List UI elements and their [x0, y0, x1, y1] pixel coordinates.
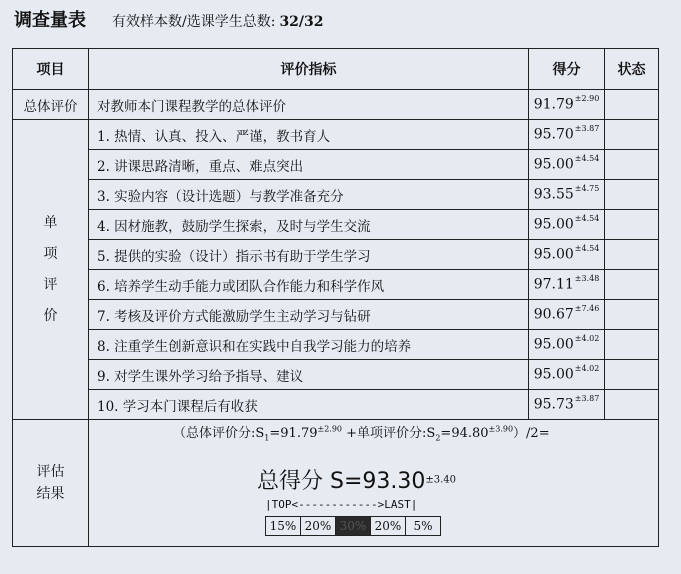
- item-indicator: 10. 学习本门课程后有收获: [89, 390, 529, 420]
- overall-indicator: 对教师本门课程教学的总体评价: [89, 90, 529, 120]
- item-indicator: 5. 提供的实验（设计）指示书有助于学生学习: [89, 240, 529, 270]
- score-value: 95.70: [533, 126, 574, 143]
- header-row: [13, 49, 659, 90]
- sample-info: [112, 11, 324, 31]
- table-row: [13, 270, 659, 300]
- score-sd: ±4.02: [574, 334, 600, 344]
- score-sd: ±4.54: [574, 244, 600, 254]
- evaluation-label: [13, 420, 89, 547]
- category-char: 评: [43, 276, 58, 293]
- percentile-box: 15%: [269, 519, 297, 533]
- score-value: 97.11: [533, 276, 574, 293]
- score-sd: ±2.90: [574, 94, 600, 104]
- formula-suffix: ）/2=: [513, 426, 550, 441]
- percentile-box: 20%: [370, 517, 405, 535]
- total-score-value: 总得分 S=93.30: [257, 469, 426, 494]
- score-sd: ±3.87: [574, 394, 600, 404]
- item-indicator: 4. 因材施教，鼓励学生探索，及时与学生交流: [89, 210, 529, 240]
- score-value: 93.55: [533, 186, 574, 203]
- item-status: [605, 330, 659, 360]
- item-status: [605, 300, 659, 330]
- item-score: [529, 300, 605, 330]
- percentile-box: 5%: [405, 517, 440, 535]
- formula-middle: +单项评价分:S: [342, 426, 436, 441]
- score-sd: ±4.75: [574, 184, 600, 194]
- table-row: [13, 390, 659, 420]
- item-score: [529, 360, 605, 390]
- item-score: [529, 180, 605, 210]
- item-status: [605, 150, 659, 180]
- score-value: 95.00: [533, 336, 574, 353]
- evaluation-label-line: 结果: [36, 486, 65, 502]
- sample-value: 32/32: [279, 14, 324, 30]
- col-header-score: 得分: [529, 49, 605, 90]
- overall-status: [605, 90, 659, 120]
- score-sd: ±4.02: [574, 364, 600, 374]
- item-indicator: 2. 讲课思路清晰，重点、难点突出: [89, 150, 529, 180]
- score-value: 95.00: [533, 246, 574, 263]
- item-score: [529, 120, 605, 150]
- formula-s1-sub: 1: [264, 433, 270, 443]
- overall-category: 总体评价: [13, 90, 89, 120]
- formula-s1-sd: ±2.90: [317, 424, 343, 434]
- formula-s2-value: =94.80: [440, 426, 489, 441]
- table-row: [13, 240, 659, 270]
- item-status: [605, 360, 659, 390]
- formula-prefix: （总体评价分:S: [173, 426, 265, 441]
- table-row: [13, 330, 659, 360]
- table-row: [13, 300, 659, 330]
- sample-label: 有效样本数/选课学生总数:: [112, 14, 276, 30]
- item-indicator: 8. 注重学生创新意识和在实践中自我学习能力的培养: [89, 330, 529, 360]
- item-status: [605, 180, 659, 210]
- item-status: [605, 390, 659, 420]
- item-status: [605, 120, 659, 150]
- table-row: [13, 180, 659, 210]
- score-value: 95.73: [533, 396, 574, 413]
- percentile-box-active: 30%: [335, 517, 370, 535]
- evaluation-label-line: 评估: [36, 464, 65, 480]
- overall-row: [13, 90, 659, 120]
- item-score: [529, 150, 605, 180]
- formula-s2-sub: 2: [435, 433, 441, 443]
- col-header-item: 项目: [13, 49, 89, 90]
- item-score: [529, 390, 605, 420]
- score-value: 95.00: [533, 366, 574, 383]
- item-indicator: 9. 对学生课外学习给予指导、建议: [89, 360, 529, 390]
- score-value: 90.67: [533, 306, 574, 323]
- rank-scale: |TOP<------------>LAST|: [265, 498, 418, 511]
- category-char: 价: [43, 307, 58, 324]
- formula-s1-value: =91.79: [269, 426, 318, 441]
- item-indicator: 6. 培养学生动手能力或团队合作能力和科学作风: [89, 270, 529, 300]
- score-sd: ±4.54: [574, 214, 600, 224]
- score-sd: ±7.46: [574, 304, 600, 314]
- score-formula: [173, 422, 550, 443]
- table-row: [13, 120, 659, 150]
- item-status: [605, 270, 659, 300]
- score-sd: ±3.48: [574, 274, 600, 284]
- table-row: [13, 150, 659, 180]
- evaluation-result: [89, 420, 659, 547]
- col-header-indicator: 评价指标: [89, 49, 529, 90]
- category-char: 单: [43, 214, 58, 231]
- score-value: 95.00: [533, 156, 574, 173]
- item-status: [605, 240, 659, 270]
- formula-s2-sd: ±3.90: [488, 424, 514, 434]
- evaluation-row: [13, 420, 659, 547]
- score-value: 91.79: [533, 96, 574, 113]
- overall-score: [529, 90, 605, 120]
- col-header-status: 状态: [605, 49, 659, 90]
- item-indicator: 1. 热情、认真、投入、严谨，教书育人: [89, 120, 529, 150]
- score-value: 95.00: [533, 216, 574, 233]
- table-row: [13, 360, 659, 390]
- header: [14, 6, 667, 30]
- score-sd: ±4.54: [574, 154, 600, 164]
- total-score-sd: ±3.40: [425, 474, 457, 486]
- item-score: [529, 330, 605, 360]
- item-score: [529, 210, 605, 240]
- single-category-label: [13, 120, 89, 420]
- item-score: [529, 270, 605, 300]
- survey-table: [12, 48, 659, 547]
- score-sd: ±3.87: [574, 124, 600, 134]
- category-char: 项: [43, 245, 58, 262]
- percentile-boxes: [265, 516, 441, 536]
- total-score: [257, 464, 456, 495]
- table-row: [13, 210, 659, 240]
- item-indicator: 7. 考核及评价方式能激励学生主动学习与钻研: [89, 300, 529, 330]
- page-title: 调查量表: [14, 10, 86, 31]
- item-score: [529, 240, 605, 270]
- percentile-box: 20%: [300, 517, 335, 535]
- item-indicator: 3. 实验内容（设计选题）与教学准备充分: [89, 180, 529, 210]
- item-status: [605, 210, 659, 240]
